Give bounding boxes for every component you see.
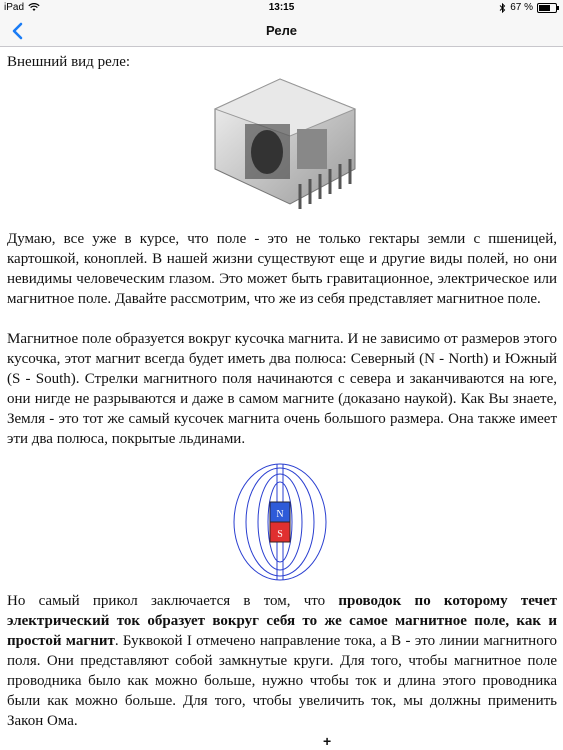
magnet-field-image: [230, 462, 330, 582]
magnet-north-label: N: [276, 509, 284, 520]
device-label: iPad: [4, 2, 25, 13]
paragraph-conductor-start: Но самый прикол заключается в том, что: [7, 593, 339, 609]
battery-icon: [537, 3, 557, 13]
status-bar: [0, 0, 563, 16]
status-right: [499, 2, 557, 13]
paragraph-magnet: Магнитное поле образуется вокруг кусочка магнита. И не зависимо от размеров этого кусочка, этот магнит всегда будет иметь два полюса: Северный (N - North) и Южный (S - South). Стрелки магнитного поля начинаются с севера и заканчиваются на юге, они нигде не разрываются и даже в самом магните (доказано наукой). Как Вы знаете, Земля - это тот же самый кусочек магнита очень большого размера. Она также имеет эти два полюса, покрытые льдинами.: [7, 331, 557, 447]
relay-image: [205, 74, 365, 219]
navigation-bar: [0, 16, 563, 47]
paragraph-conductor-bold: проводок по которому течет электрический ток образует вокруг себя то же самое магнитное поле, как и простой магнит: [7, 593, 557, 649]
plus-symbol: +: [323, 733, 332, 749]
bluetooth-icon: [499, 3, 506, 13]
page-title: Реле: [266, 23, 297, 38]
intro-text: Внешний вид реле:: [7, 54, 131, 70]
paragraph-fields: Думаю, все уже в курсе, что поле - это не только гектары земли с пшеницей, картошкой, коноплей. В нашей жизни существуют еще и другие виды полей, но они невидимы человеческим глазом. Это может быть гравитационное, электрическое или магнитное поле. Давайте рассмотрим, что же из себя представляет магнитное поле.: [7, 231, 557, 307]
magnet-south-label: S: [277, 529, 283, 540]
paragraph-conductor-end: . Буквокой I отмечено направление тока, а B - это линии магнитного поля. Они представляют собой замкнутые круги. Для того, чтобы магнитное поле проводника было как можно больше, нужно чтобы ток и длина этого проводника были как можно больше. Для того, чтобы увеличить ток, мы должны применить Закон Ома.: [7, 633, 557, 729]
paragraph-conductor: [7, 591, 557, 731]
battery-percent: 67 %: [510, 2, 533, 13]
status-time: 13:15: [268, 2, 295, 13]
